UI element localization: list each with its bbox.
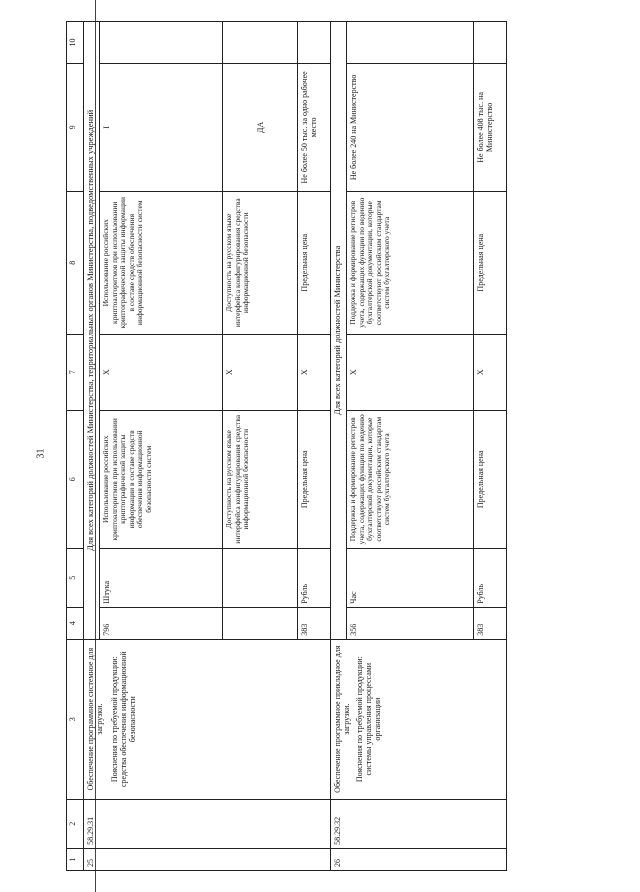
okpd-code: 58.29.31 bbox=[84, 799, 331, 848]
characteristic: Предельная цена bbox=[298, 410, 331, 548]
okei-code: 796 bbox=[100, 607, 223, 639]
rotated-table-wrapper bbox=[66, 21, 614, 871]
unit-name: Рубль bbox=[298, 548, 331, 607]
item-description bbox=[331, 639, 507, 799]
col-number: 9 bbox=[67, 63, 84, 191]
characteristic-value: Доступность на русском языке интерфейса конфигурирования средства информационной безопасности bbox=[223, 191, 298, 334]
row-number: 25 bbox=[84, 848, 331, 870]
row-number: 26 bbox=[331, 848, 507, 870]
value-x: Х bbox=[347, 334, 474, 410]
limit-value: I bbox=[100, 63, 223, 191]
unit-name: Рубль bbox=[474, 548, 507, 607]
col-number: 3 bbox=[67, 639, 84, 799]
col-10-cell bbox=[100, 22, 223, 64]
col-number: 6 bbox=[67, 410, 84, 548]
limit-value: ДА bbox=[223, 63, 298, 191]
characteristic: Использование российских криптоалгоритмов при использовании криптографической защиты информации в составе средств обеспечения информационной безопасности систем bbox=[100, 410, 223, 548]
column-number-row bbox=[67, 22, 84, 871]
okpd-code: 58.29.32 bbox=[331, 799, 507, 848]
item-note: Пояснения по требуемой продукции: средства обеспечения информационной безопасности bbox=[110, 651, 137, 787]
value-x: Х bbox=[100, 334, 223, 410]
col-10-cell bbox=[474, 22, 507, 64]
page-number: 31 bbox=[35, 448, 47, 459]
limit-value: Не более 50 тыс. за одно рабочее место bbox=[298, 63, 331, 191]
unit-name: Час bbox=[347, 548, 474, 607]
value-x: Х bbox=[298, 334, 331, 410]
characteristic-value: Поддержка и формирование регистров учета, содержащих функции по ведению бухгалтерской документации, которые соответствуют российским стандартам систем бухгалтерского учета bbox=[347, 191, 474, 334]
characteristic: Доступность на русском языке интерфейса конфигурирования средства информационной безопасности bbox=[223, 410, 298, 548]
col-10-cell bbox=[223, 22, 298, 64]
value-x: Х bbox=[474, 334, 507, 410]
characteristic-value: Использование российских криптоалгоритмов при использовании криптографической защиты информации в составе средств обеспечения информационной безопасности систем bbox=[100, 191, 223, 334]
okei-code: 383 bbox=[298, 607, 331, 639]
okei-code: 356 bbox=[347, 607, 474, 639]
table-row bbox=[84, 22, 100, 871]
item-description bbox=[84, 639, 331, 799]
col-number: 7 bbox=[67, 334, 84, 410]
unit-name bbox=[223, 548, 298, 607]
value-x: Х bbox=[223, 334, 298, 410]
item-title: Обеспечение программное системное для загрузки. bbox=[86, 647, 104, 791]
col-10-cell bbox=[347, 22, 474, 64]
limit-value: Не более 240 на Министерство bbox=[347, 63, 474, 191]
col-number: 10 bbox=[67, 22, 84, 64]
col-number: 2 bbox=[67, 799, 84, 848]
item-note: Пояснения по требуемой продукции: системы управления процессами организации bbox=[355, 656, 382, 783]
limit-value: Не более 408 тыс. на Министерство bbox=[474, 63, 507, 191]
unit-name: Штука bbox=[100, 548, 223, 607]
category-header: Для всех категорий должностей Министерства bbox=[331, 22, 347, 640]
okei-code: 383 bbox=[474, 607, 507, 639]
col-number: 5 bbox=[67, 548, 84, 607]
col-number: 4 bbox=[67, 607, 84, 639]
requirements-table bbox=[66, 21, 507, 871]
col-10-cell bbox=[298, 22, 331, 64]
characteristic-value: Предельная цена bbox=[298, 191, 331, 334]
characteristic: Предельная цена bbox=[474, 410, 507, 548]
okei-code bbox=[223, 607, 298, 639]
col-number: 8 bbox=[67, 191, 84, 334]
col-number: 1 bbox=[67, 848, 84, 870]
characteristic: Поддержка и формирование регистров учета, содержащих функции по ведению бухгалтерской документации, которые соответствуют российским стандартам систем бухгалтерского учета bbox=[347, 410, 474, 548]
item-title: Обеспечение программное прикладное для загрузки. bbox=[333, 645, 351, 793]
category-header: Для всех категорий должностей Министерства, территориальных органов Министерства, подведомственных учреждений bbox=[84, 22, 100, 640]
characteristic-value: Предельная цена bbox=[474, 191, 507, 334]
table-row bbox=[331, 22, 347, 871]
